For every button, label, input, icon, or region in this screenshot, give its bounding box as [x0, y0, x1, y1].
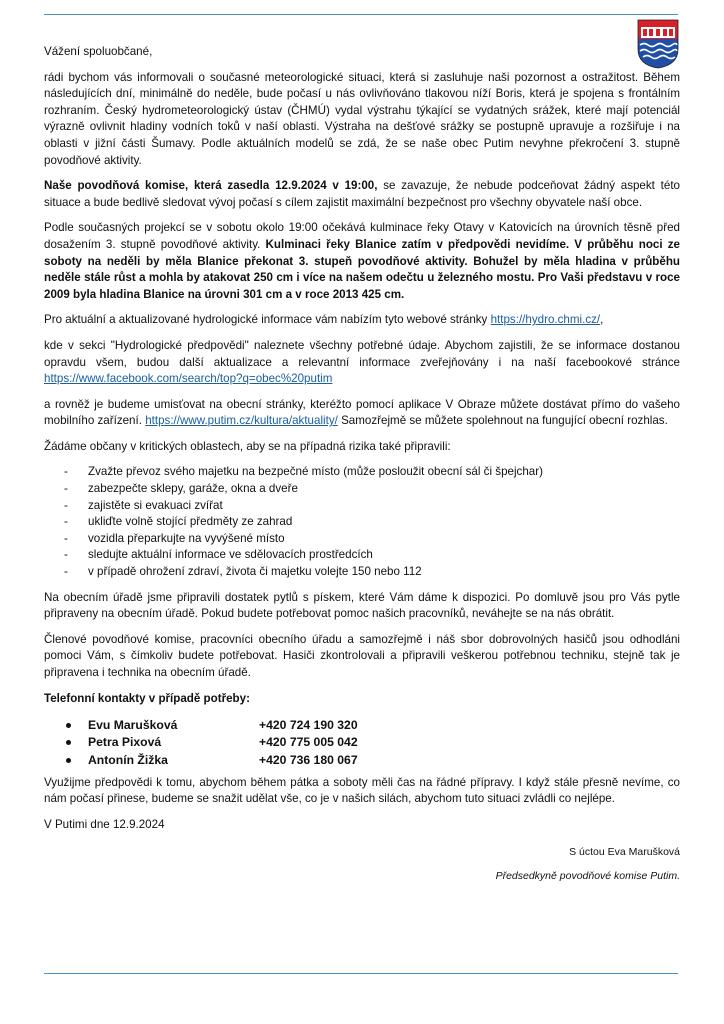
paragraph-hydro-link: [44, 312, 680, 329]
paragraph-forecast: [44, 220, 680, 303]
contacts-heading: Telefonní kontakty v případě potřeby:: [44, 691, 250, 705]
paragraph-closing: Využijme předpovědi k tomu, abychom během pátka a soboty měli čas na řádné přípravy. I když stále přesně nevíme, co nám počasí přinese, budeme se snažit udělat vše, co je v našich silách, abychom tuto situaci zvládli co nejlépe.: [44, 775, 680, 806]
contact-row: [44, 734, 680, 751]
preparation-list: [44, 464, 680, 580]
forecast-text: Podle současných projekcí se v sobotu okolo 19:00 očekává kulminace řeky Otavy v Katovicích na úrovních těsně před dosažením 3. stupně povodňové aktivity.: [44, 221, 680, 251]
list-item: - Zvažte převoz svého majetku na bezpečné místo (může posloužit obecní sál či špejchar): [44, 464, 680, 481]
paragraph-commission: [44, 178, 680, 211]
list-item: - vozidla přeparkujte na vyvýšené místo: [44, 531, 680, 548]
contacts-list: [44, 717, 680, 769]
list-item: - v případě ohrožení zdraví, života či majetku volejte 150 nebo 112: [44, 564, 680, 581]
signatory-role: Předsedkyně povodňové komise Putim.: [495, 870, 680, 883]
paragraph-website: [44, 397, 680, 430]
forecast-bold: Kulminaci řeky Blanice zatím v předpovědi nevidíme. V průběhu noci ze soboty na neděli by měla Blanice překonat 3. stupeň povodňové aktivity. Bohužel by měla hladina v průběhu neděle stále růst a mohla by atakovat 250 cm i více na našem odečtu u železného mostu. Pro Vaši představu v roce 2009 byla hladina Blanice na úrovni 301 cm a v roce 2013 425 cm.: [44, 237, 680, 301]
letter-body: [44, 44, 680, 885]
website-tail: Samozřejmě se můžete spolehnout na fungující obecní rozhlas.: [337, 414, 668, 428]
top-divider: [44, 14, 678, 15]
contact-phone: +420 724 190 320: [259, 718, 358, 733]
signature: S úctou Eva Marušková: [569, 845, 680, 858]
list-item: - ukliďte volně stojící předměty ze zahrad: [44, 514, 680, 531]
date-line: V Putimi dne 12.9.2024: [44, 817, 165, 831]
putim-news-link[interactable]: https://www.putim.cz/kultura/aktuality/: [145, 414, 338, 428]
hydro-chmi-link[interactable]: https://hydro.chmi.cz/: [490, 313, 601, 327]
contact-row: [44, 717, 680, 734]
paragraph-team: Členové povodňové komise, pracovníci obecního úřadu a samozřejmě i náš sbor dobrovolných hasičů jsou odhodláni pomoci Vám, s čímkoliv budete potřebovat. Hasiči zkontrolovali a připravili veškerou potřebnou techniku, stejně tak je připravena i technika na obecním úřadě.: [44, 632, 680, 679]
commission-text: se zavazuje, že nebude podceňovat žádný aspekt této situace a bude bedlivě sledovat vývoj počasí s cílem zajistit maximální bezpečnost pro všechny obyvatele naší obce.: [44, 179, 680, 209]
greeting: Vážení spoluobčané,: [44, 45, 153, 58]
paragraph-sandbags: Na obecním úřadě jsme připravili dostatek pytlů s pískem, které Vám dáme k dispozici. Po domluvě jsou pro Vás pytle připraveny na obecním úřadě. Pokud budete potřebovat pomoc našich pracovníků, neváhejte se na nás obrátit.: [44, 590, 680, 621]
paragraph-request: Žádáme občany v kritických oblastech, aby se na případná rizika také připravili:: [44, 439, 451, 453]
bottom-divider: [44, 973, 678, 974]
hydro-tail: ,: [600, 313, 604, 327]
contact-phone: +420 775 005 042: [259, 735, 358, 750]
facebook-link[interactable]: https://www.facebook.com/search/top?q=obec%20putim: [44, 372, 333, 386]
commission-meeting-bold: Naše povodňová komise, která zasedla 12.9.2024 v 19:00,: [44, 179, 378, 193]
contact-phone: +420 736 180 067: [259, 752, 358, 767]
paragraph-situation: rádi bychom vás informovali o současné meteorologické situaci, která si zasluhuje naši pozornost a ostražitost. Během následujících dní, minimálně do neděle, bude počasí u nás ovlivňováno tlakovou níží Boris, která je spojena s frontálním rozhraním. Český hydrometeorologický ústav (ČHMÚ) vydal výstrahu týkající se vydatných srážek, které mají potenciál výrazně ovlivnit hladiny vodních toků v naší oblasti. Výstraha na dešťové srážky se postupně upravuje a rozšiřuje i na oblasti v jižní části Šumavy. Podle aktuálních modelů se zdá, že se naše obec Putim nevyhne překročení 3. stupně povodňové aktivity.: [44, 70, 680, 167]
list-item: - sledujte aktuální informace ve sdělovacích prostředcích: [44, 547, 680, 564]
paragraph-facebook: [44, 338, 680, 388]
list-item: - zabezpečte sklepy, garáže, okna a dveře: [44, 481, 680, 498]
contact-name: Petra Pixová: [88, 735, 162, 750]
hydro-text: Pro aktuální a aktualizované hydrologické informace vám nabízím tyto webové stránky: [44, 313, 491, 327]
contact-name: Evu Marušková: [88, 718, 178, 733]
facebook-text: kde v sekci "Hydrologické předpovědi" naleznete všechny potřebné údaje. Abychom zajistili, že se informace dostanou opravdu všem, budou další aktualizace a relevantní informace zveřejňovány i na naší facebookové stránce: [44, 338, 680, 369]
contact-name: Antonín Žižka: [88, 752, 168, 767]
contact-row: [44, 752, 680, 769]
list-item: - zajistěte si evakuaci zvířat: [44, 498, 680, 515]
website-text: a rovněž je budeme umisťovat na obecní stránky, kteréžto pomocí aplikace V Obraze můžete dostávat přímo do vašeho mobilního zařízení.: [44, 397, 680, 428]
